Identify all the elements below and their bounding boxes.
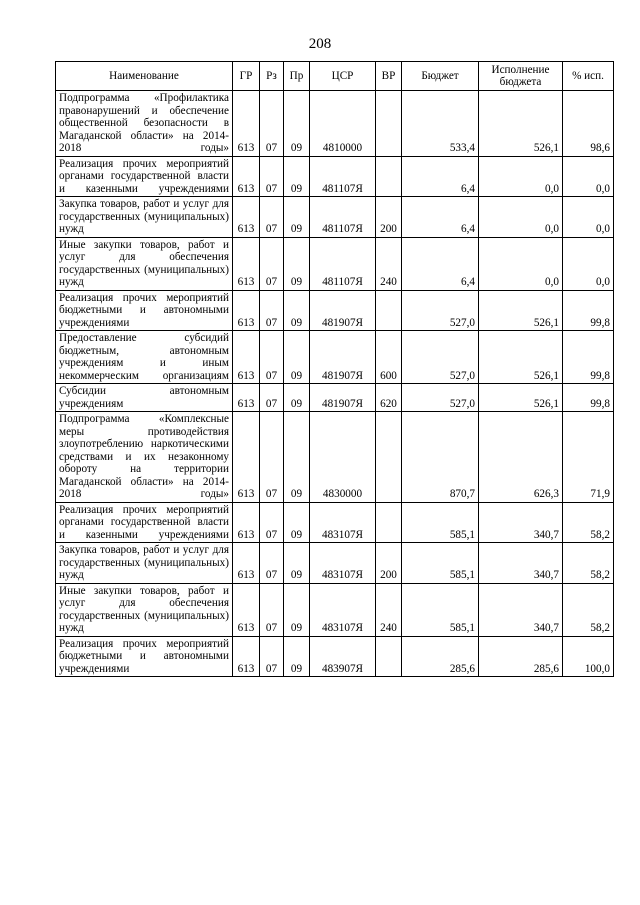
row-pr-cell: 09 bbox=[284, 502, 310, 543]
row-budget-cell: 527,0 bbox=[402, 331, 479, 384]
row-csr-cell: 481107Я bbox=[310, 237, 376, 290]
row-rz-cell: 07 bbox=[260, 197, 284, 238]
row-percent-cell: 98,6 bbox=[563, 91, 614, 157]
row-pr-cell: 09 bbox=[284, 412, 310, 503]
row-name-cell: Реализация прочих мероприятий бюджетными и автономными учреждениями bbox=[56, 636, 233, 677]
row-pr-cell: 09 bbox=[284, 384, 310, 412]
row-csr-cell: 4810000 bbox=[310, 91, 376, 157]
row-gr-cell: 613 bbox=[233, 412, 260, 503]
row-vr-cell bbox=[376, 91, 402, 157]
row-percent-cell: 0,0 bbox=[563, 156, 614, 197]
row-name-cell: Реализация прочих мероприятий бюджетными и автономными учреждениями bbox=[56, 290, 233, 331]
row-name-cell: Субсидии автономным учреждениям bbox=[56, 384, 233, 412]
budget-table bbox=[55, 61, 614, 677]
row-budget-cell: 533,4 bbox=[402, 91, 479, 157]
table-row bbox=[56, 636, 614, 677]
row-name-cell: Реализация прочих мероприятий органами государственной власти и казенными учреждениями bbox=[56, 156, 233, 197]
header-csr: ЦСР bbox=[310, 62, 376, 91]
row-budget-cell: 585,1 bbox=[402, 583, 479, 636]
table-row bbox=[56, 91, 614, 157]
row-percent-cell: 0,0 bbox=[563, 237, 614, 290]
row-rz-cell: 07 bbox=[260, 583, 284, 636]
row-budget-cell: 870,7 bbox=[402, 412, 479, 503]
row-pr-cell: 09 bbox=[284, 290, 310, 331]
row-gr-cell: 613 bbox=[233, 197, 260, 238]
row-rz-cell: 07 bbox=[260, 384, 284, 412]
row-percent-cell: 71,9 bbox=[563, 412, 614, 503]
row-execution-cell: 285,6 bbox=[479, 636, 563, 677]
row-vr-cell: 200 bbox=[376, 197, 402, 238]
table-row bbox=[56, 384, 614, 412]
page-number: 208 bbox=[308, 36, 332, 52]
row-pr-cell: 09 bbox=[284, 543, 310, 584]
row-percent-cell: 99,8 bbox=[563, 384, 614, 412]
table-row bbox=[56, 583, 614, 636]
header-execution: Исполнение бюджета bbox=[479, 62, 563, 91]
row-csr-cell: 481107Я bbox=[310, 197, 376, 238]
row-budget-cell: 6,4 bbox=[402, 237, 479, 290]
row-name-cell: Подпрограмма «Профилактика правонарушений и обеспечение общественной безопасности в Магаданской области» на 2014-2018 годы» bbox=[56, 91, 233, 157]
row-csr-cell: 481107Я bbox=[310, 156, 376, 197]
table-row bbox=[56, 412, 614, 503]
table-row bbox=[56, 156, 614, 197]
header-percent: % исп. bbox=[563, 62, 614, 91]
row-rz-cell: 07 bbox=[260, 502, 284, 543]
header-rz: Рз bbox=[260, 62, 284, 91]
row-budget-cell: 285,6 bbox=[402, 636, 479, 677]
row-gr-cell: 613 bbox=[233, 543, 260, 584]
row-execution-cell: 526,1 bbox=[479, 331, 563, 384]
header-pr: Пр bbox=[284, 62, 310, 91]
row-vr-cell bbox=[376, 290, 402, 331]
row-gr-cell: 613 bbox=[233, 384, 260, 412]
table-row bbox=[56, 197, 614, 238]
row-execution-cell: 626,3 bbox=[479, 412, 563, 503]
row-rz-cell: 07 bbox=[260, 636, 284, 677]
table-row bbox=[56, 290, 614, 331]
row-budget-cell: 6,4 bbox=[402, 156, 479, 197]
row-csr-cell: 483907Я bbox=[310, 636, 376, 677]
row-execution-cell: 340,7 bbox=[479, 543, 563, 584]
row-vr-cell: 240 bbox=[376, 583, 402, 636]
header-name: Наименование bbox=[56, 62, 233, 91]
row-pr-cell: 09 bbox=[284, 583, 310, 636]
row-pr-cell: 09 bbox=[284, 156, 310, 197]
row-execution-cell: 340,7 bbox=[479, 502, 563, 543]
row-rz-cell: 07 bbox=[260, 331, 284, 384]
header-gr: ГР bbox=[233, 62, 260, 91]
header-budget: Бюджет bbox=[402, 62, 479, 91]
table-row bbox=[56, 237, 614, 290]
row-gr-cell: 613 bbox=[233, 290, 260, 331]
row-vr-cell bbox=[376, 636, 402, 677]
row-execution-cell: 0,0 bbox=[479, 156, 563, 197]
row-gr-cell: 613 bbox=[233, 583, 260, 636]
row-gr-cell: 613 bbox=[233, 502, 260, 543]
row-gr-cell: 613 bbox=[233, 331, 260, 384]
header-vr: ВР bbox=[376, 62, 402, 91]
row-csr-cell: 481907Я bbox=[310, 290, 376, 331]
row-name-cell: Закупка товаров, работ и услуг для государственных (муниципальных) нужд bbox=[56, 543, 233, 584]
row-csr-cell: 4830000 bbox=[310, 412, 376, 503]
row-gr-cell: 613 bbox=[233, 91, 260, 157]
row-vr-cell: 600 bbox=[376, 331, 402, 384]
row-budget-cell: 6,4 bbox=[402, 197, 479, 238]
row-rz-cell: 07 bbox=[260, 290, 284, 331]
row-rz-cell: 07 bbox=[260, 156, 284, 197]
row-pr-cell: 09 bbox=[284, 331, 310, 384]
row-csr-cell: 483107Я bbox=[310, 502, 376, 543]
row-rz-cell: 07 bbox=[260, 237, 284, 290]
row-budget-cell: 527,0 bbox=[402, 384, 479, 412]
row-execution-cell: 340,7 bbox=[479, 583, 563, 636]
row-csr-cell: 481907Я bbox=[310, 384, 376, 412]
row-vr-cell: 240 bbox=[376, 237, 402, 290]
row-percent-cell: 58,2 bbox=[563, 502, 614, 543]
row-percent-cell: 58,2 bbox=[563, 543, 614, 584]
row-pr-cell: 09 bbox=[284, 636, 310, 677]
row-percent-cell: 99,8 bbox=[563, 331, 614, 384]
row-gr-cell: 613 bbox=[233, 237, 260, 290]
row-csr-cell: 483107Я bbox=[310, 543, 376, 584]
row-vr-cell: 200 bbox=[376, 543, 402, 584]
row-vr-cell: 620 bbox=[376, 384, 402, 412]
row-rz-cell: 07 bbox=[260, 543, 284, 584]
row-name-cell: Реализация прочих мероприятий органами государственной власти и казенными учреждениями bbox=[56, 502, 233, 543]
row-vr-cell bbox=[376, 412, 402, 503]
row-gr-cell: 613 bbox=[233, 156, 260, 197]
row-pr-cell: 09 bbox=[284, 91, 310, 157]
table-row bbox=[56, 502, 614, 543]
table-row bbox=[56, 331, 614, 384]
row-csr-cell: 481907Я bbox=[310, 331, 376, 384]
row-pr-cell: 09 bbox=[284, 197, 310, 238]
row-budget-cell: 585,1 bbox=[402, 502, 479, 543]
row-rz-cell: 07 bbox=[260, 91, 284, 157]
row-budget-cell: 527,0 bbox=[402, 290, 479, 331]
table-row bbox=[56, 543, 614, 584]
row-execution-cell: 0,0 bbox=[479, 197, 563, 238]
row-csr-cell: 483107Я bbox=[310, 583, 376, 636]
row-percent-cell: 99,8 bbox=[563, 290, 614, 331]
row-name-cell: Закупка товаров, работ и услуг для государственных (муниципальных) нужд bbox=[56, 197, 233, 238]
table-header-row bbox=[56, 62, 614, 91]
row-name-cell: Подпрограмма «Комплексные меры противодействия злоупотреблению наркотическими средствами и их незаконному обороту на территории Магаданской области» на 2014-2018 годы» bbox=[56, 412, 233, 503]
row-execution-cell: 526,1 bbox=[479, 384, 563, 412]
row-execution-cell: 526,1 bbox=[479, 91, 563, 157]
row-name-cell: Иные закупки товаров, работ и услуг для обеспечения государственных (муниципальных) нужд bbox=[56, 237, 233, 290]
row-vr-cell bbox=[376, 156, 402, 197]
row-vr-cell bbox=[376, 502, 402, 543]
row-name-cell: Предоставление субсидий бюджетным, автономным учреждениям и иным некоммерческим организациям bbox=[56, 331, 233, 384]
row-percent-cell: 58,2 bbox=[563, 583, 614, 636]
row-rz-cell: 07 bbox=[260, 412, 284, 503]
row-execution-cell: 0,0 bbox=[479, 237, 563, 290]
row-execution-cell: 526,1 bbox=[479, 290, 563, 331]
row-pr-cell: 09 bbox=[284, 237, 310, 290]
row-name-cell: Иные закупки товаров, работ и услуг для обеспечения государственных (муниципальных) нужд bbox=[56, 583, 233, 636]
row-gr-cell: 613 bbox=[233, 636, 260, 677]
row-percent-cell: 0,0 bbox=[563, 197, 614, 238]
row-budget-cell: 585,1 bbox=[402, 543, 479, 584]
row-percent-cell: 100,0 bbox=[563, 636, 614, 677]
